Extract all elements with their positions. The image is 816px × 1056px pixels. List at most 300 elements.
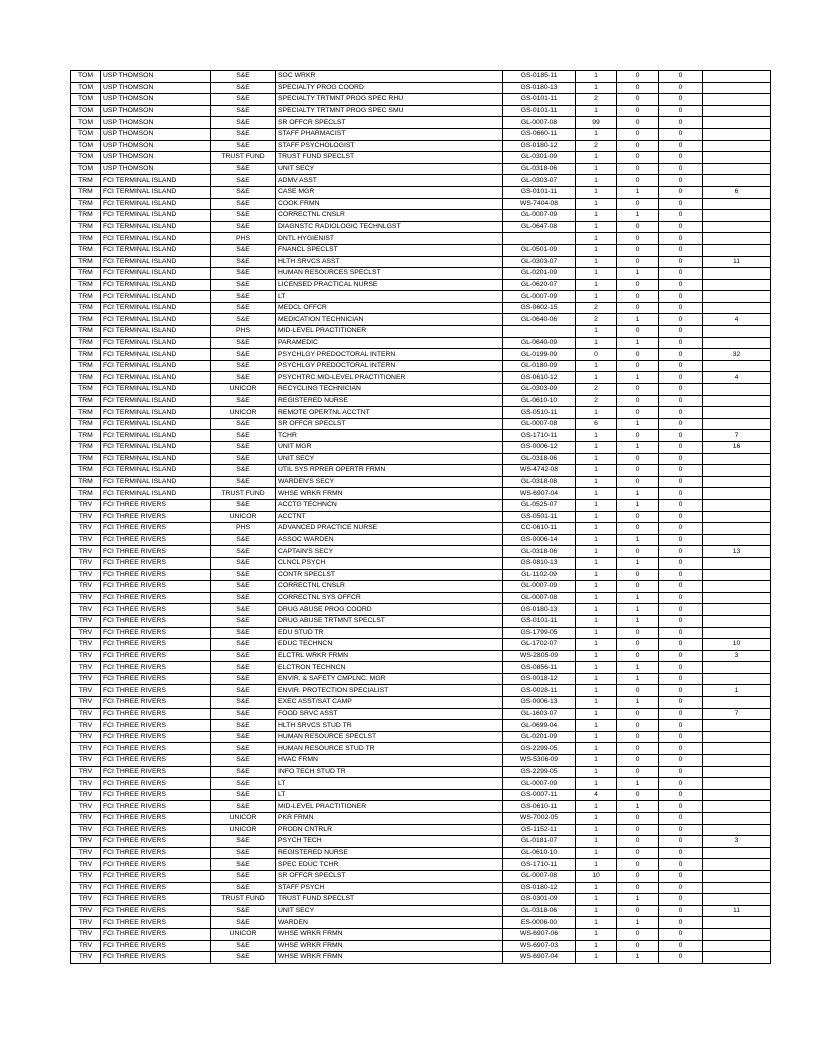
cell-count-c: 0: [659, 175, 703, 187]
cell-funding-source: S&E: [211, 94, 276, 106]
cell-funding-source: TRUST FUND: [211, 488, 276, 500]
cell-count-d: 3: [703, 650, 771, 662]
table-row: [71, 511, 771, 523]
cell-count-a: 2: [576, 94, 617, 106]
cell-count-a: 2: [576, 384, 617, 396]
table-row: [71, 244, 771, 256]
cell-position-title: LT: [276, 789, 503, 801]
cell-count-c: 0: [659, 186, 703, 198]
cell-count-a: 1: [576, 291, 617, 303]
cell-count-a: 1: [576, 488, 617, 500]
cell-count-b: 0: [617, 384, 659, 396]
table-row: [71, 755, 771, 767]
cell-position-title: PKR FRMN: [276, 813, 503, 825]
cell-count-a: 1: [576, 928, 617, 940]
cell-funding-source: S&E: [211, 592, 276, 604]
cell-count-d: [703, 778, 771, 790]
cell-funding-source: S&E: [211, 836, 276, 848]
cell-count-d: [703, 627, 771, 639]
cell-count-d: 10: [703, 639, 771, 651]
cell-count-b: 0: [617, 824, 659, 836]
cell-position-title: PRODN CNTRLR: [276, 824, 503, 836]
cell-count-d: [703, 198, 771, 210]
cell-count-c: 0: [659, 708, 703, 720]
cell-funding-source: S&E: [211, 279, 276, 291]
cell-count-c: 0: [659, 152, 703, 164]
cell-funding-source: S&E: [211, 870, 276, 882]
cell-count-b: 0: [617, 302, 659, 314]
cell-facility-code: TRM: [71, 453, 101, 465]
cell-count-a: 1: [576, 557, 617, 569]
cell-funding-source: S&E: [211, 221, 276, 233]
cell-position-title: LT: [276, 778, 503, 790]
cell-position-title: SR OFFCR SPECLST: [276, 117, 503, 129]
cell-facility-name: FCI TERMINAL ISLAND: [101, 256, 211, 268]
cell-count-b: 0: [617, 523, 659, 535]
cell-count-b: 1: [617, 186, 659, 198]
table-row: [71, 743, 771, 755]
table-row: [71, 870, 771, 882]
cell-position-title: CORRECTNL CNSLR: [276, 210, 503, 222]
cell-count-c: 0: [659, 685, 703, 697]
cell-funding-source: PHS: [211, 233, 276, 245]
table-row: [71, 650, 771, 662]
cell-series-grade: GL-0647-08: [503, 221, 576, 233]
cell-count-a: 1: [576, 685, 617, 697]
cell-count-d: 32: [703, 349, 771, 361]
cell-series-grade: GL-0007-08: [503, 117, 576, 129]
cell-series-grade: GL-0007-09: [503, 210, 576, 222]
cell-facility-code: TRM: [71, 268, 101, 280]
cell-series-grade: GS-0185-11: [503, 71, 576, 83]
table-row: [71, 268, 771, 280]
cell-series-grade: GS-1799-05: [503, 627, 576, 639]
cell-facility-code: TRM: [71, 302, 101, 314]
cell-funding-source: S&E: [211, 430, 276, 442]
cell-count-b: 0: [617, 859, 659, 871]
cell-series-grade: WS-5306-09: [503, 755, 576, 767]
cell-count-b: 0: [617, 349, 659, 361]
cell-count-d: [703, 824, 771, 836]
cell-series-grade: GS-2299-05: [503, 766, 576, 778]
cell-count-a: 1: [576, 801, 617, 813]
staffing-table-body: [71, 71, 771, 964]
cell-facility-code: TRV: [71, 789, 101, 801]
cell-facility-name: FCI THREE RIVERS: [101, 847, 211, 859]
table-row: [71, 465, 771, 477]
table-row: [71, 801, 771, 813]
cell-facility-name: FCI TERMINAL ISLAND: [101, 349, 211, 361]
cell-position-title: DNTL HYGIENIST: [276, 233, 503, 245]
cell-funding-source: S&E: [211, 952, 276, 964]
table-row: [71, 256, 771, 268]
cell-count-c: 0: [659, 372, 703, 384]
cell-facility-code: TRV: [71, 581, 101, 593]
cell-facility-name: FCI TERMINAL ISLAND: [101, 210, 211, 222]
cell-position-title: UNIT MGR: [276, 442, 503, 454]
cell-facility-code: TRV: [71, 546, 101, 558]
cell-count-b: 0: [617, 789, 659, 801]
cell-position-title: SPECIALTY TRTMNT PROG SPEC SMU: [276, 105, 503, 117]
cell-count-a: 1: [576, 766, 617, 778]
cell-funding-source: S&E: [211, 372, 276, 384]
cell-count-c: 0: [659, 766, 703, 778]
table-row: [71, 627, 771, 639]
cell-position-title: CORRECTNL SYS OFFCR: [276, 592, 503, 604]
cell-count-c: 0: [659, 82, 703, 94]
cell-count-d: [703, 499, 771, 511]
cell-position-title: PSYCHLGY PREDOCTORAL INTERN: [276, 349, 503, 361]
cell-funding-source: S&E: [211, 569, 276, 581]
cell-count-b: 1: [617, 210, 659, 222]
cell-count-d: [703, 476, 771, 488]
cell-count-c: 0: [659, 870, 703, 882]
cell-series-grade: GS-1710-11: [503, 430, 576, 442]
cell-series-grade: GS-2299-05: [503, 743, 576, 755]
cell-position-title: REMOTE OPERTNL ACCTNT: [276, 407, 503, 419]
cell-count-d: [703, 615, 771, 627]
cell-position-title: PARAMEDIC: [276, 337, 503, 349]
cell-count-b: 0: [617, 221, 659, 233]
cell-count-a: 1: [576, 198, 617, 210]
cell-count-c: 0: [659, 314, 703, 326]
cell-count-b: 0: [617, 453, 659, 465]
cell-facility-name: FCI TERMINAL ISLAND: [101, 244, 211, 256]
cell-funding-source: S&E: [211, 847, 276, 859]
cell-facility-code: TRV: [71, 882, 101, 894]
cell-facility-code: TRV: [71, 894, 101, 906]
cell-count-d: [703, 244, 771, 256]
cell-count-c: 0: [659, 326, 703, 338]
cell-series-grade: GL-0201-09: [503, 731, 576, 743]
cell-series-grade: GL-0318-06: [503, 546, 576, 558]
cell-count-b: 0: [617, 755, 659, 767]
cell-facility-code: TRV: [71, 755, 101, 767]
cell-count-b: 0: [617, 71, 659, 83]
cell-series-grade: GS-0101-11: [503, 615, 576, 627]
cell-funding-source: S&E: [211, 639, 276, 651]
cell-count-a: 1: [576, 905, 617, 917]
cell-position-title: MEDCL OFFCR: [276, 302, 503, 314]
cell-count-d: [703, 152, 771, 164]
cell-series-grade: GL-0640-06: [503, 314, 576, 326]
cell-funding-source: TRUST FUND: [211, 152, 276, 164]
cell-count-c: 0: [659, 743, 703, 755]
cell-facility-code: TOM: [71, 94, 101, 106]
table-row: [71, 476, 771, 488]
cell-facility-name: FCI THREE RIVERS: [101, 685, 211, 697]
cell-series-grade: GL-0640-09: [503, 337, 576, 349]
cell-count-d: [703, 581, 771, 593]
cell-position-title: ASSOC WARDEN: [276, 534, 503, 546]
cell-count-d: [703, 662, 771, 674]
cell-facility-code: TRM: [71, 430, 101, 442]
cell-series-grade: GS-0180-12: [503, 140, 576, 152]
staffing-table: [70, 70, 771, 964]
cell-count-a: 1: [576, 615, 617, 627]
cell-count-a: 1: [576, 592, 617, 604]
cell-series-grade: GS-0610-11: [503, 801, 576, 813]
cell-facility-name: FCI TERMINAL ISLAND: [101, 465, 211, 477]
cell-facility-code: TRV: [71, 743, 101, 755]
cell-count-c: 0: [659, 546, 703, 558]
table-row: [71, 604, 771, 616]
cell-funding-source: S&E: [211, 302, 276, 314]
cell-count-d: [703, 847, 771, 859]
cell-count-a: 1: [576, 279, 617, 291]
cell-count-b: 0: [617, 581, 659, 593]
cell-count-c: 0: [659, 847, 703, 859]
cell-count-b: 0: [617, 128, 659, 140]
cell-facility-code: TRV: [71, 604, 101, 616]
table-row: [71, 117, 771, 129]
cell-count-c: 0: [659, 499, 703, 511]
cell-count-d: [703, 511, 771, 523]
cell-count-b: 1: [617, 615, 659, 627]
cell-facility-code: TRV: [71, 499, 101, 511]
cell-count-d: [703, 407, 771, 419]
cell-count-d: [703, 731, 771, 743]
cell-count-c: 0: [659, 442, 703, 454]
table-row: [71, 105, 771, 117]
cell-series-grade: GS-0180-12: [503, 882, 576, 894]
cell-count-d: 13: [703, 546, 771, 558]
cell-facility-name: FCI THREE RIVERS: [101, 708, 211, 720]
cell-series-grade: GS-0006-13: [503, 697, 576, 709]
cell-position-title: ENVIR. & SAFETY CMPLNC. MGR: [276, 673, 503, 685]
cell-count-d: [703, 210, 771, 222]
cell-position-title: STAFF PSYCHOLOGIST: [276, 140, 503, 152]
cell-funding-source: S&E: [211, 604, 276, 616]
cell-series-grade: GL-0303-07: [503, 256, 576, 268]
cell-position-title: ACCTNT: [276, 511, 503, 523]
cell-facility-code: TRV: [71, 639, 101, 651]
cell-count-b: 1: [617, 337, 659, 349]
cell-count-d: 4: [703, 314, 771, 326]
table-row: [71, 905, 771, 917]
cell-funding-source: S&E: [211, 349, 276, 361]
cell-count-c: 0: [659, 755, 703, 767]
table-row: [71, 94, 771, 106]
cell-count-b: 0: [617, 94, 659, 106]
cell-funding-source: S&E: [211, 395, 276, 407]
cell-funding-source: S&E: [211, 314, 276, 326]
cell-funding-source: S&E: [211, 105, 276, 117]
cell-facility-name: FCI TERMINAL ISLAND: [101, 488, 211, 500]
cell-series-grade: GL-0181-07: [503, 836, 576, 848]
table-row: [71, 662, 771, 674]
cell-position-title: PSYCH TECH: [276, 836, 503, 848]
cell-count-b: 0: [617, 720, 659, 732]
cell-funding-source: S&E: [211, 163, 276, 175]
cell-count-a: 1: [576, 662, 617, 674]
cell-facility-name: FCI TERMINAL ISLAND: [101, 326, 211, 338]
cell-facility-code: TRM: [71, 465, 101, 477]
cell-series-grade: WS-2805-09: [503, 650, 576, 662]
cell-position-title: HLTH SRVCS ASST: [276, 256, 503, 268]
cell-facility-code: TRV: [71, 673, 101, 685]
cell-count-b: 0: [617, 731, 659, 743]
cell-count-c: 0: [659, 360, 703, 372]
cell-facility-name: USP THOMSON: [101, 140, 211, 152]
cell-count-a: 1: [576, 453, 617, 465]
cell-facility-code: TRM: [71, 349, 101, 361]
cell-position-title: LICENSED PRACTICAL NURSE: [276, 279, 503, 291]
cell-count-a: 2: [576, 302, 617, 314]
cell-facility-code: TOM: [71, 128, 101, 140]
cell-count-c: 0: [659, 801, 703, 813]
cell-series-grade: GL-0699-04: [503, 720, 576, 732]
cell-count-c: 0: [659, 210, 703, 222]
cell-facility-code: TRM: [71, 476, 101, 488]
table-row: [71, 128, 771, 140]
cell-series-grade: GS-0101-11: [503, 94, 576, 106]
cell-count-c: 0: [659, 720, 703, 732]
cell-series-grade: GL-0199-09: [503, 349, 576, 361]
table-row: [71, 175, 771, 187]
cell-funding-source: S&E: [211, 789, 276, 801]
table-row: [71, 186, 771, 198]
table-row: [71, 395, 771, 407]
cell-facility-name: FCI TERMINAL ISLAND: [101, 337, 211, 349]
cell-position-title: SPECIALTY TRTMNT PROG SPEC RHU: [276, 94, 503, 106]
cell-position-title: HLTH SRVCS STUD TR: [276, 720, 503, 732]
cell-funding-source: S&E: [211, 859, 276, 871]
cell-position-title: SOC WRKR: [276, 71, 503, 83]
cell-position-title: WHSE WRKR FRMN: [276, 928, 503, 940]
cell-count-a: 1: [576, 731, 617, 743]
cell-count-b: 0: [617, 175, 659, 187]
cell-count-d: [703, 534, 771, 546]
table-row: [71, 221, 771, 233]
cell-facility-name: FCI THREE RIVERS: [101, 778, 211, 790]
cell-count-b: 0: [617, 743, 659, 755]
cell-count-b: 0: [617, 639, 659, 651]
cell-count-a: 1: [576, 326, 617, 338]
cell-facility-code: TRV: [71, 940, 101, 952]
cell-count-b: 0: [617, 395, 659, 407]
cell-count-d: [703, 418, 771, 430]
cell-count-c: 0: [659, 488, 703, 500]
cell-series-grade: [503, 326, 576, 338]
cell-facility-code: TRV: [71, 685, 101, 697]
cell-series-grade: ES-0006-00: [503, 917, 576, 929]
table-row: [71, 917, 771, 929]
cell-facility-code: TRV: [71, 592, 101, 604]
cell-series-grade: GS-0007-11: [503, 789, 576, 801]
cell-facility-name: FCI TERMINAL ISLAND: [101, 442, 211, 454]
cell-count-c: 0: [659, 511, 703, 523]
cell-count-a: 1: [576, 186, 617, 198]
cell-count-b: 0: [617, 708, 659, 720]
cell-series-grade: GL-0318-06: [503, 905, 576, 917]
cell-count-a: 1: [576, 337, 617, 349]
cell-count-c: 0: [659, 244, 703, 256]
cell-facility-name: FCI TERMINAL ISLAND: [101, 476, 211, 488]
cell-facility-code: TRV: [71, 778, 101, 790]
cell-count-b: 1: [617, 557, 659, 569]
cell-series-grade: GS-0660-11: [503, 128, 576, 140]
cell-count-a: 1: [576, 175, 617, 187]
cell-funding-source: S&E: [211, 766, 276, 778]
cell-funding-source: S&E: [211, 650, 276, 662]
cell-count-a: 1: [576, 546, 617, 558]
cell-count-d: [703, 140, 771, 152]
cell-count-b: 1: [617, 673, 659, 685]
table-row: [71, 314, 771, 326]
cell-position-title: REGISTERED NURSE: [276, 847, 503, 859]
cell-count-c: 0: [659, 940, 703, 952]
cell-count-d: [703, 453, 771, 465]
cell-funding-source: S&E: [211, 720, 276, 732]
cell-facility-code: TRV: [71, 859, 101, 871]
table-row: [71, 847, 771, 859]
cell-count-a: 1: [576, 152, 617, 164]
cell-funding-source: S&E: [211, 418, 276, 430]
cell-count-c: 0: [659, 697, 703, 709]
cell-count-c: 0: [659, 71, 703, 83]
cell-count-a: 1: [576, 813, 617, 825]
cell-position-title: WHSE WRKR FRMN: [276, 488, 503, 500]
cell-count-d: [703, 755, 771, 767]
cell-count-b: 1: [617, 534, 659, 546]
cell-series-grade: GL-0610-10: [503, 395, 576, 407]
cell-position-title: PSYCHLGY PREDOCTORAL INTERN: [276, 360, 503, 372]
cell-count-b: 0: [617, 650, 659, 662]
cell-position-title: DRUG ABUSE TRTMNT SPECLST: [276, 615, 503, 627]
cell-position-title: ADVANCED PRACTICE NURSE: [276, 523, 503, 535]
cell-count-a: 1: [576, 743, 617, 755]
cell-position-title: MEDICATION TECHNICIAN: [276, 314, 503, 326]
cell-facility-name: FCI THREE RIVERS: [101, 870, 211, 882]
cell-position-title: WARDEN'S SECY: [276, 476, 503, 488]
cell-count-d: [703, 384, 771, 396]
table-row: [71, 569, 771, 581]
cell-count-d: [703, 813, 771, 825]
cell-count-d: [703, 882, 771, 894]
cell-funding-source: S&E: [211, 453, 276, 465]
cell-count-a: 1: [576, 847, 617, 859]
cell-count-a: 1: [576, 372, 617, 384]
table-row: [71, 210, 771, 222]
cell-facility-code: TRM: [71, 186, 101, 198]
cell-facility-name: FCI THREE RIVERS: [101, 801, 211, 813]
cell-facility-code: TRM: [71, 256, 101, 268]
cell-facility-code: TRM: [71, 221, 101, 233]
cell-count-c: 0: [659, 523, 703, 535]
cell-facility-code: TRV: [71, 708, 101, 720]
cell-position-title: HUMAN RESOURCE SPECLST: [276, 731, 503, 743]
cell-position-title: EXEC ASST/SAT CAMP: [276, 697, 503, 709]
cell-count-c: 0: [659, 476, 703, 488]
cell-facility-name: FCI THREE RIVERS: [101, 766, 211, 778]
cell-count-d: 11: [703, 905, 771, 917]
cell-count-d: [703, 940, 771, 952]
cell-series-grade: [503, 233, 576, 245]
cell-count-b: 0: [617, 905, 659, 917]
cell-series-grade: GL-0303-07: [503, 175, 576, 187]
cell-position-title: FNANCL SPECLST: [276, 244, 503, 256]
cell-facility-code: TRM: [71, 314, 101, 326]
table-row: [71, 82, 771, 94]
cell-position-title: CORRECTNL CNSLR: [276, 581, 503, 593]
cell-funding-source: UNICOR: [211, 813, 276, 825]
cell-count-c: 0: [659, 349, 703, 361]
cell-facility-code: TRV: [71, 801, 101, 813]
cell-count-d: [703, 592, 771, 604]
cell-facility-name: USP THOMSON: [101, 163, 211, 175]
cell-facility-name: FCI TERMINAL ISLAND: [101, 175, 211, 187]
